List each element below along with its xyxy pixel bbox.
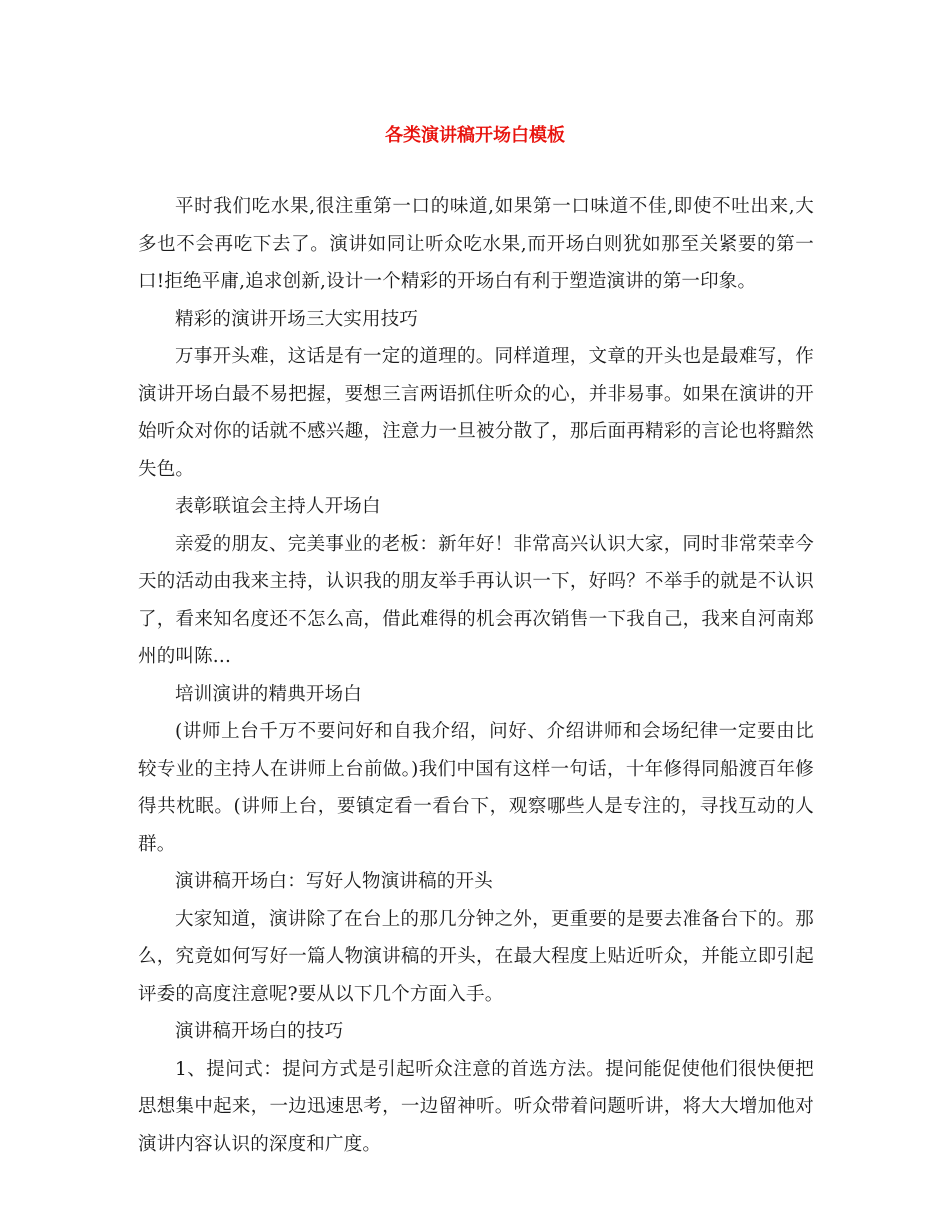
section-heading-techniques: 精彩的演讲开场三大实用技巧 — [175, 308, 419, 330]
document-body — [138, 188, 814, 1163]
section-heading-opening-skills: 演讲稿开场白的技巧 — [175, 1021, 344, 1042]
paragraph-host-opening: 亲爱的朋友、完美事业的老板：新年好！非常高兴认识大家，同时非常荣幸今天的活动由我来主持，认识我的朋友举手再认识一下，好吗？不举手的就是不认识了，看来知名度还不怎么高，借此难得的机会再次销售一下我自己，我来自河南郑州的叫陈... — [138, 533, 814, 667]
paragraph-intro: 平时我们吃水果,很注重第一口的味道,如果第一口味道不佳,即使不吐出来,大多也不会再吃下去了。演讲如同让听众吃水果,而开场白则犹如那至关紧要的第一口!拒绝平庸,追求创新,设计一个精彩的开场白有利于塑造演讲的第一印象。 — [138, 196, 814, 292]
paragraph-techniques: 万事开头难，这话是有一定的道理的。同样道理，文章的开头也是最难写，作演讲开场白最不易把握，要想三言两语抓住听众的心，并非易事。如果在演讲的开始听众对你的话就不感兴趣，注意力一旦被分散了，那后面再精彩的言论也将黯然失色。 — [138, 346, 814, 480]
paragraph-training-opening: (讲师上台千万不要问好和自我介绍，问好、介绍讲师和会场纪律一定要由比较专业的主持人在讲师上台前做。)我们中国有这样一句话，十年修得同船渡百年修得共枕眠。(讲师上台，要镇定看一看台下，观察哪些人是专注的，寻找互动的人群。 — [138, 721, 814, 855]
section-heading-training-opening: 培训演讲的精典开场白 — [175, 683, 363, 705]
section-heading-host-opening: 表彰联谊会主持人开场白 — [175, 496, 381, 517]
section-heading-character-speech: 演讲稿开场白：写好人物演讲稿的开头 — [175, 871, 493, 892]
document-title: 各类演讲稿开场白模板 — [385, 125, 565, 146]
paragraph-character-speech: 大家知道，演讲除了在台上的那几分钟之外，更重要的是要去准备台下的。那么，究竟如何写好一篇人物演讲稿的开头，在最大程度上贴近听众，并能立即引起评委的高度注意呢?要从以下几个方面入手。 — [138, 908, 814, 1005]
paragraph-question-method: 1、提问式：提问方式是引起听众注意的首选方法。提问能促使他们很快便把思想集中起来，一边迅速思考，一边留神听。听众带着问题听讲，将大大增加他对演讲内容认识的深度和广度。 — [138, 1058, 814, 1155]
